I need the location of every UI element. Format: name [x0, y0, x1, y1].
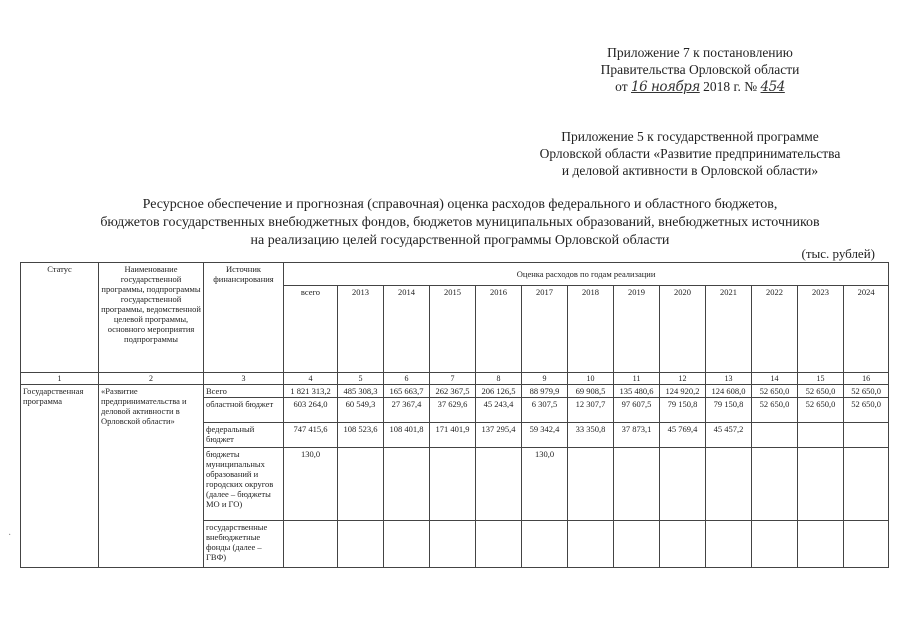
column-index: 4 — [284, 373, 338, 385]
value-cell: 79 150,8 — [660, 398, 706, 423]
value-cell: 12 307,7 — [568, 398, 614, 423]
value-cell — [430, 448, 476, 521]
header-year: всего — [284, 286, 338, 373]
header-year: 2016 — [476, 286, 522, 373]
header-year: 2013 — [338, 286, 384, 373]
appendix-5-line-1: Приложение 5 к государственной программе — [561, 129, 819, 144]
value-cell: 130,0 — [284, 448, 338, 521]
column-index: 1 — [21, 373, 99, 385]
margin-mark: · — [8, 530, 12, 541]
value-cell: 27 367,4 — [384, 398, 430, 423]
value-cell — [706, 521, 752, 568]
value-cell — [660, 521, 706, 568]
value-cell: 137 295,4 — [476, 423, 522, 448]
document-title — [60, 196, 860, 250]
column-index: 2 — [99, 373, 204, 385]
value-cell — [752, 448, 798, 521]
value-cell — [614, 448, 660, 521]
value-cell: 6 307,5 — [522, 398, 568, 423]
column-index: 16 — [844, 373, 889, 385]
value-cell — [338, 448, 384, 521]
column-index: 9 — [522, 373, 568, 385]
value-cell — [522, 521, 568, 568]
value-cell: 108 401,8 — [384, 423, 430, 448]
value-cell: 97 607,5 — [614, 398, 660, 423]
value-cell — [798, 521, 844, 568]
program-name-cell: «Развитие предпринимательства и деловой активности в Орловской области» — [99, 385, 204, 568]
value-cell: 171 401,9 — [430, 423, 476, 448]
column-index: 3 — [204, 373, 284, 385]
source-cell: бюджеты муниципальных образований и городских округов (далее – бюджеты МО и ГО) — [204, 448, 284, 521]
value-cell: 485 308,3 — [338, 385, 384, 398]
value-cell: 79 150,8 — [706, 398, 752, 423]
title-line-3: на реализацию целей государственной программы Орловской области — [250, 233, 670, 248]
value-cell — [752, 423, 798, 448]
value-cell: 52 650,0 — [752, 398, 798, 423]
header-year: 2021 — [706, 286, 752, 373]
value-cell — [844, 423, 889, 448]
value-cell — [614, 521, 660, 568]
value-cell: 52 650,0 — [752, 385, 798, 398]
value-cell: 45 243,4 — [476, 398, 522, 423]
value-cell — [384, 521, 430, 568]
value-cell: 59 342,4 — [522, 423, 568, 448]
table-row — [21, 385, 889, 398]
value-cell: 45 769,4 — [660, 423, 706, 448]
source-cell: государственные внебюджетные фонды (далее – ГВФ) — [204, 521, 284, 568]
value-cell: 45 457,2 — [706, 423, 752, 448]
appendix-7-line-3 — [575, 78, 825, 96]
value-cell — [844, 521, 889, 568]
header-year: 2024 — [844, 286, 889, 373]
appendix-7-line-2: Правительства Орловской области — [600, 62, 800, 77]
source-cell: федеральный бюджет — [204, 423, 284, 448]
value-cell: 108 523,6 — [338, 423, 384, 448]
header-source: Источник финансирования — [204, 263, 284, 373]
value-cell: 747 415,6 — [284, 423, 338, 448]
appendix-5-header — [505, 128, 875, 179]
value-cell: 206 126,5 — [476, 385, 522, 398]
value-cell — [798, 423, 844, 448]
value-cell: 1 821 313,2 — [284, 385, 338, 398]
value-cell: 262 367,5 — [430, 385, 476, 398]
value-cell — [476, 448, 522, 521]
column-index: 5 — [338, 373, 384, 385]
handwritten-number: 454 — [760, 79, 785, 95]
value-cell — [338, 521, 384, 568]
appendix-7-prefix: от — [615, 79, 628, 94]
value-cell: 124 608,0 — [706, 385, 752, 398]
appendix-5-line-3: и деловой активности в Орловской области» — [561, 163, 819, 178]
units-label: (тыс. рублей) — [801, 246, 875, 261]
header-year: 2020 — [660, 286, 706, 373]
header-year: 2019 — [614, 286, 660, 373]
value-cell: 603 264,0 — [284, 398, 338, 423]
source-cell: областной бюджет — [204, 398, 284, 423]
header-year: 2023 — [798, 286, 844, 373]
value-cell: 37 873,1 — [614, 423, 660, 448]
value-cell — [568, 521, 614, 568]
value-cell — [798, 448, 844, 521]
column-index: 12 — [660, 373, 706, 385]
value-cell: 135 480,6 — [614, 385, 660, 398]
column-index: 10 — [568, 373, 614, 385]
value-cell: 52 650,0 — [798, 398, 844, 423]
value-cell: 69 908,5 — [568, 385, 614, 398]
appendix-7-year: 2018 г. № — [703, 79, 758, 94]
header-year: 2015 — [430, 286, 476, 373]
column-index: 14 — [752, 373, 798, 385]
header-year: 2014 — [384, 286, 430, 373]
value-cell — [384, 448, 430, 521]
header-year: 2017 — [522, 286, 568, 373]
value-cell — [430, 521, 476, 568]
column-index: 11 — [614, 373, 660, 385]
value-cell — [476, 521, 522, 568]
value-cell — [706, 448, 752, 521]
column-index: 8 — [476, 373, 522, 385]
column-index: 6 — [384, 373, 430, 385]
value-cell — [752, 521, 798, 568]
column-index: 13 — [706, 373, 752, 385]
value-cell: 33 350,8 — [568, 423, 614, 448]
value-cell — [660, 448, 706, 521]
title-line-2: бюджетов государственных внебюджетных фондов, бюджетов муниципальных образований, внебюджетных источников — [100, 215, 820, 230]
appendix-7-header — [575, 44, 825, 96]
status-cell: Государственная программа — [21, 385, 99, 568]
column-index: 15 — [798, 373, 844, 385]
value-cell: 52 650,0 — [844, 398, 889, 423]
header-year: 2018 — [568, 286, 614, 373]
header-estimate: Оценка расходов по годам реализации — [284, 263, 889, 286]
appendix-7-line-1: Приложение 7 к постановлению — [607, 45, 793, 60]
value-cell: 165 663,7 — [384, 385, 430, 398]
value-cell: 52 650,0 — [844, 385, 889, 398]
column-index: 7 — [430, 373, 476, 385]
value-cell — [844, 448, 889, 521]
value-cell: 124 920,2 — [660, 385, 706, 398]
header-status: Статус — [21, 263, 99, 373]
title-line-1: Ресурсное обеспечение и прогнозная (справочная) оценка расходов федерального и областного бюджетов, — [142, 197, 778, 212]
value-cell: 130,0 — [522, 448, 568, 521]
header-name: Наименование государственной программы, подпрограммы государственной программы, ведомственной целевой программы, основного мероприятия подпрограммы — [99, 263, 204, 373]
value-cell: 52 650,0 — [798, 385, 844, 398]
value-cell — [568, 448, 614, 521]
value-cell — [284, 521, 338, 568]
resource-table — [20, 262, 889, 568]
source-cell: Всего — [204, 385, 284, 398]
header-year: 2022 — [752, 286, 798, 373]
value-cell: 37 629,6 — [430, 398, 476, 423]
appendix-5-line-2: Орловской области «Развитие предпринимательства — [539, 146, 841, 161]
value-cell: 88 979,9 — [522, 385, 568, 398]
value-cell: 60 549,3 — [338, 398, 384, 423]
handwritten-date: 16 ноября — [631, 79, 700, 95]
